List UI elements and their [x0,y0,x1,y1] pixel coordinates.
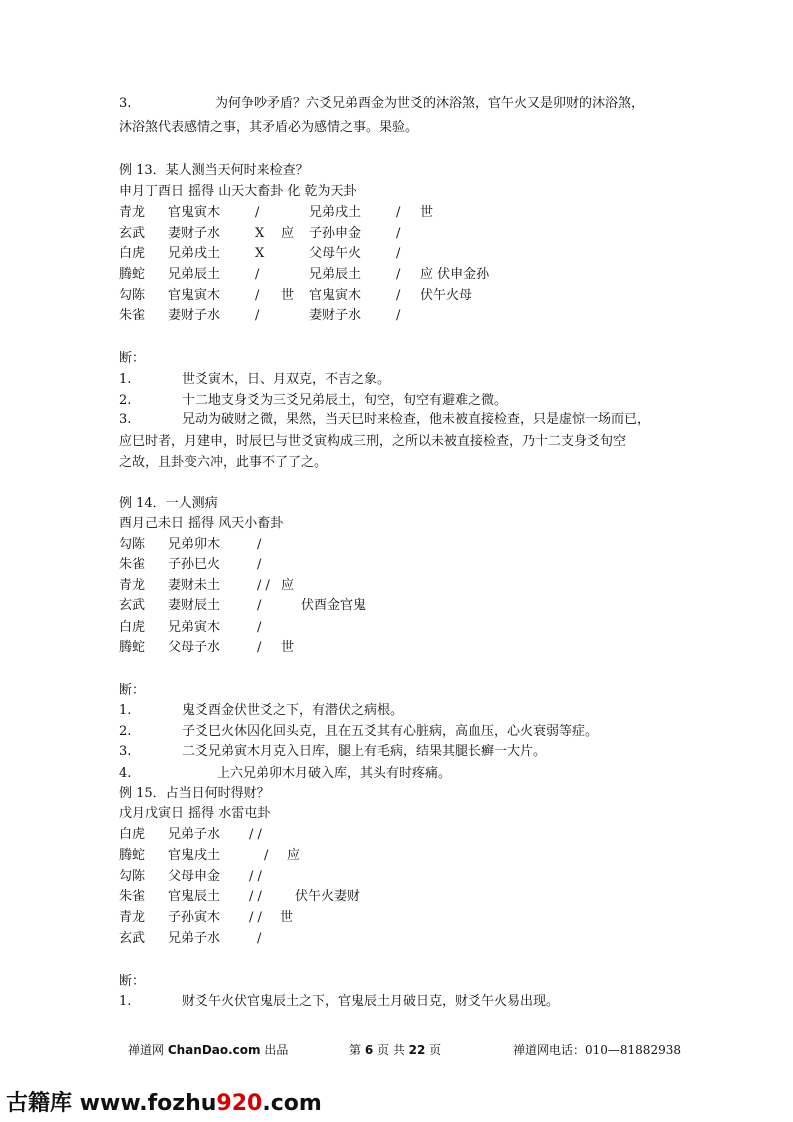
point-text: 十二地支身爻为三爻兄弟辰土，旬空，旬空有避难之微。 [182,393,508,408]
footer-publisher-suffix: 出品 [260,1043,289,1057]
point-line [119,412,651,428]
line-relation: 兄弟子水 [168,931,221,946]
duan-label: 断： [119,351,146,366]
footer-phone: 禅道网电话：010—81882938 [513,1043,681,1057]
point-text: 鬼爻酉金伏世爻之下，有潜伏之病根。 [182,703,404,718]
six-spirit: 白虎 [119,620,146,635]
line-note: 伏午火母 [420,288,473,303]
line-mark: / [257,537,262,552]
point-line [119,724,599,740]
line-relation: 妻财子水 [168,308,221,323]
line-note: 伏午火妻财 [295,889,361,904]
line-mark: / [257,640,262,655]
point-line [119,372,391,388]
six-spirit: 勾陈 [119,288,146,303]
six-spirit: 腾蛇 [119,640,146,655]
point-number: 1. [119,372,132,387]
example-title: 例 13．某人测当天何时来检查？ [119,163,309,178]
line-relation: 妻财未土 [168,578,221,593]
page-current: 6 [364,1043,374,1057]
page-suffix: 页 [425,1043,442,1057]
watermark [6,1086,322,1117]
line-relation: 官鬼寅木 [168,205,221,220]
line-note: 世 [281,640,295,655]
line-mark: / [257,557,262,572]
point-line [119,96,645,112]
six-spirit: 玄武 [119,931,146,946]
line-mark: / [255,267,260,282]
line-note: 伏酉金官鬼 [301,598,367,613]
line-mark: / / [249,910,262,925]
changed-line-mark: / [396,267,401,282]
footer-page-number [349,1041,441,1058]
line-relation: 官鬼戌土 [168,848,221,863]
point-line [119,703,404,719]
line-mark: / [257,598,262,613]
line-mark: / [255,205,260,220]
footer-publisher-prefix: 禅道网 [128,1043,168,1057]
point-text: 兄动为破财之微，果然，当天巳时来检查，他未被直接检查，只是虚惊一场而已， [182,412,651,427]
example-title: 例 14．一人测病 [119,496,218,511]
paragraph-line: 应巳时者，月建申，时辰巳与世爻寅构成三刑，之所以未被直接检查，乃十二支身爻旬空 [119,434,627,449]
paragraph-line: 之故，且卦变六冲，此事不了了之。 [119,455,328,470]
six-spirit: 朱雀 [119,889,146,904]
changed-line-mark: / [396,226,401,241]
six-spirit: 白虎 [119,246,146,261]
line-mark: / [255,288,260,303]
point-line [119,393,508,409]
example-date: 申月丁酉日 摇得 山天大畜卦 化 乾为天卦 [119,184,357,199]
point-line [119,994,560,1010]
line-note: 世 [280,910,294,925]
footer-brand: ChanDao.com [167,1043,261,1057]
line-mark: / / [249,889,262,904]
six-spirit: 勾陈 [119,869,146,884]
line-mark: / / [249,827,262,842]
line-relation: 官鬼辰土 [168,889,221,904]
point-line [119,766,452,782]
six-spirit: 白虎 [119,827,146,842]
changed-line-relation: 子孙申金 [309,226,362,241]
example-date: 酉月己未日 摇得 风天小畜卦 [119,516,284,531]
six-spirit: 朱雀 [119,308,146,323]
changed-line-relation: 父母午火 [309,246,362,261]
point-number: 2. [119,724,132,739]
example-date: 戊月戊寅日 摇得 水雷屯卦 [119,806,271,821]
paragraph-line: 沐浴煞代表感情之事，其矛盾必为感情之事。果验。 [119,120,419,135]
changed-line-mark: / [396,205,401,220]
six-spirit: 腾蛇 [119,848,146,863]
line-mark: / [255,308,260,323]
line-relation: 兄弟卯木 [168,537,221,552]
six-spirit: 青龙 [119,910,146,925]
line-relation: 兄弟寅木 [168,620,221,635]
six-spirit: 青龙 [119,205,146,220]
line-relation: 父母申金 [168,869,221,884]
line-relation: 父母子水 [168,640,221,655]
line-note: 应 伏申金孙 [420,267,490,282]
changed-line-relation: 兄弟辰土 [309,267,362,282]
line-mark: / / [249,869,262,884]
page-prefix: 第 [349,1043,365,1057]
line-note: 世 [420,205,434,220]
six-spirit: 朱雀 [119,557,146,572]
example-title: 例 15．占当日何时得财？ [119,786,270,801]
page-total: 22 [408,1043,426,1057]
changed-line-mark: / [396,308,401,323]
watermark-cn: 古籍库 [6,1091,80,1116]
six-spirit: 青龙 [119,578,146,593]
page-middle: 页 共 [373,1043,409,1057]
point-text: 上六兄弟卯木月破入库，其头有时疼痛。 [217,766,452,781]
line-relation: 子孙巳火 [168,557,221,572]
line-relation: 妻财辰土 [168,598,221,613]
point-number: 3. [119,96,132,111]
changed-line-relation: 兄弟戌土 [309,205,362,220]
changed-line-mark: / [396,288,401,303]
changed-line-relation: 官鬼寅木 [309,288,362,303]
point-line [119,744,547,760]
six-spirit: 玄武 [119,598,146,613]
line-mark: X [255,246,265,261]
watermark-url-b: 920 [216,1091,263,1116]
line-relation: 官鬼寅木 [168,288,221,303]
line-mark: / [257,931,262,946]
point-number: 3. [119,412,132,427]
line-note: 应 [281,578,295,593]
point-number: 2. [119,393,132,408]
six-spirit: 勾陈 [119,537,146,552]
line-relation: 子孙寅木 [168,910,221,925]
line-position: 世 [281,288,295,303]
line-relation: 妻财子水 [168,226,221,241]
line-mark: X [255,226,265,241]
line-position: 应 [281,226,295,241]
line-relation: 兄弟子水 [168,827,221,842]
point-text: 为何争吵矛盾？六爻兄弟酉金为世爻的沐浴煞，官午火又是卯财的沐浴煞， [215,96,645,111]
duan-label: 断： [119,974,146,989]
point-number: 1. [119,703,132,718]
point-number: 1. [119,994,132,1009]
point-text: 世爻寅木，日、月双克，不吉之象。 [182,372,391,387]
line-relation: 兄弟戌土 [168,246,221,261]
watermark-url-c: .com [262,1091,322,1116]
footer-publisher [128,1041,288,1058]
watermark-url-a: www.fozhu [79,1091,217,1116]
point-number: 4. [119,766,132,781]
point-text: 二爻兄弟寅木月克入日库，腿上有毛病，结果其腿长癣一大片。 [182,744,547,759]
changed-line-relation: 妻财子水 [309,308,362,323]
line-mark: / [264,848,269,863]
point-number: 3. [119,744,132,759]
six-spirit: 腾蛇 [119,267,146,282]
six-spirit: 玄武 [119,226,146,241]
changed-line-mark: / [396,246,401,261]
duan-label: 断： [119,683,146,698]
line-note: 应 [287,848,301,863]
point-text: 子爻巳火休囚化回头克，且在五爻其有心脏病，高血压，心火衰弱等症。 [182,724,599,739]
line-mark: / [257,620,262,635]
line-mark: / / [257,578,270,593]
point-text: 财爻午火伏官鬼辰土之下，官鬼辰土月破日克，财爻午火易出现。 [182,994,560,1009]
line-relation: 兄弟辰土 [168,267,221,282]
